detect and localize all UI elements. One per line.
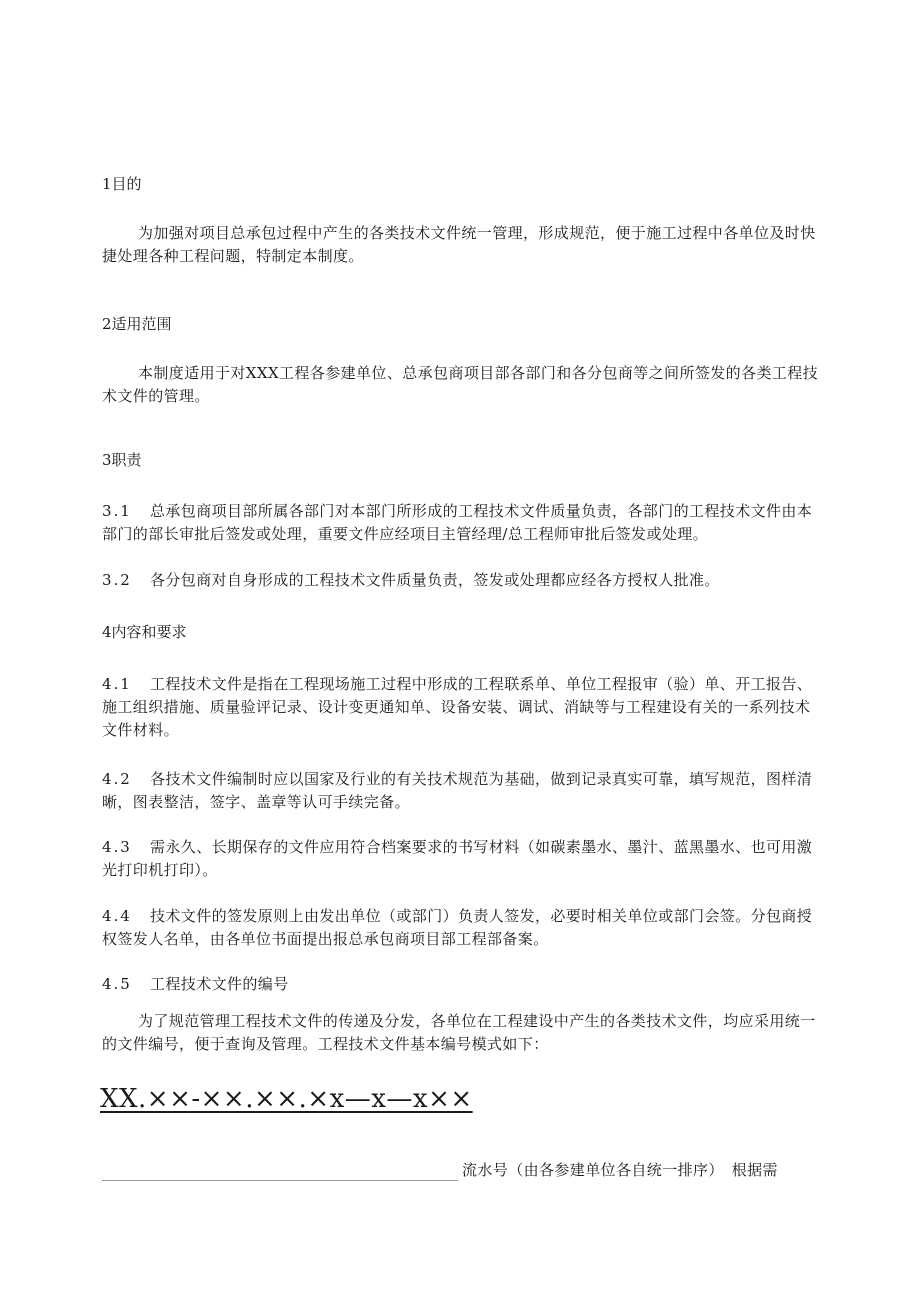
- clause-text: 工程技术文件是指在工程现场施工过程中形成的工程联系单、单位工程报审（验）单、开工报告、施工组织措施、质量验评记录、设计变更通知单、设备安装、调试、消缺等与工程建设有关的一系列技术文件材料。: [102, 675, 813, 739]
- file-number-pattern: [100, 1082, 473, 1116]
- section-1-heading: 1目的: [102, 175, 142, 193]
- clause-text: 需永久、长期保存的文件应用符合档案要求的书写材料（如碳素墨水、墨汁、蓝黑墨水、也可用激光打印机打印）。: [102, 838, 813, 879]
- clause-4-5: [102, 973, 824, 996]
- section-3-heading: 3职责: [102, 451, 142, 469]
- clause-number: 3.1: [102, 502, 132, 520]
- file-number-code: XX.××-××.××.×x—x—x××: [100, 1084, 473, 1114]
- section-4-heading: 4内容和要求: [102, 623, 187, 641]
- clause-number: 4.4: [102, 907, 132, 925]
- clause-number: 4.5: [102, 975, 132, 993]
- clause-3-1: [102, 500, 824, 546]
- clause-4-4: [102, 905, 824, 951]
- clause-number: 4.1: [102, 675, 132, 693]
- clause-4-3: [102, 836, 824, 882]
- clause-text: 总承包商项目部所属各部门对本部门所形成的工程技术文件质量负责，各部门的工程技术文件由本部门的部长审批后签发或处理，重要文件应经项目主管经理/总工程师审批后签发或处理。: [102, 502, 813, 543]
- clause-number: 4.2: [102, 770, 132, 788]
- clause-text: 技术文件的签发原则上由发出单位（或部门）负责人签发，必要时相关单位或部门会签。分包商授权签发人名单，由各单位书面提出报总承包商项目部工程部备案。: [102, 907, 813, 948]
- serial-number-note: 流水号（由各参建单位各自统一排序） 根据需: [462, 1161, 778, 1179]
- section-2-heading: 2适用范围: [102, 315, 172, 333]
- clause-text: 各技术文件编制时应以国家及行业的有关技术规范为基础，做到记录真实可靠，填写规范，图样清晰，图表整洁，签字、盖章等认可手续完备。: [102, 770, 813, 811]
- clause-text: 工程技术文件的编号: [150, 975, 289, 993]
- clause-number: 4.3: [102, 838, 132, 856]
- section-1-body: 为加强对项目总承包过程中产生的各类技术文件统一管理，形成规范，便于施工过程中各单位及时快捷处理各种工程问题，特制定本制度。: [102, 224, 816, 265]
- clause-4-1: [102, 673, 824, 742]
- clause-4-2: [102, 768, 824, 814]
- clause-3-2: [102, 569, 824, 592]
- section-2-body: 本制度适用于对XXX工程各参建单位、总承包商项目部各部门和各分包商等之间所签发的各类工程技术文件的管理。: [102, 364, 819, 405]
- serial-number-annotation: [102, 1158, 822, 1186]
- numbering-intro: 为了规范管理工程技术文件的传递及分发，各单位在工程建设中产生的各类技术文件，均应采用统一的文件编号，便于查询及管理。工程技术文件基本编号模式如下：: [102, 1012, 816, 1053]
- annotation-leader-line: [102, 1180, 458, 1181]
- clause-text: 各分包商对自身形成的工程技术文件质量负责，签发或处理都应经各方授权人批准。: [150, 571, 720, 589]
- clause-number: 3.2: [102, 571, 132, 589]
